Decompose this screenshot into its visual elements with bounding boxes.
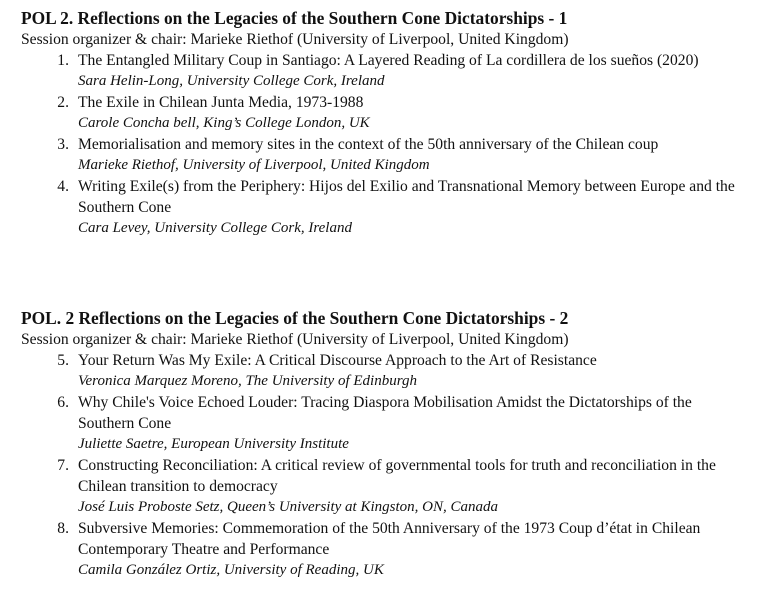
session-organizer: Session organizer & chair: Marieke Riethof (University of Liverpool, United Kingdom) [21,31,569,48]
paper-number: 4. [57,178,69,195]
paper-number: 3. [57,136,69,153]
paper-number: 6. [57,394,69,411]
paper-title: The Exile in Chilean Junta Media, 1973-1988 [78,94,364,111]
session-title: POL 2. Reflections on the Legacies of the Southern Cone Dictatorships - 1 [21,8,568,28]
paper-title: Why Chile's Voice Echoed Louder: Tracing Diaspora Mobilisation Amidst the Dictatorships of the Southern Cone [78,394,692,432]
paper-item [21,134,748,176]
paper-number: 5. [57,352,69,369]
paper-title: Writing Exile(s) from the Periphery: Hijos del Exilio and Transnational Memory between Europe and the Southern Cone [78,178,735,216]
paper-number: 7. [57,457,69,474]
paper-author: José Luis Proboste Setz, Queen’s University at Kingston, ON, Canada [78,499,498,515]
paper-title: Constructing Reconciliation: A critical review of governmental tools for truth and reconciliation in the Chilean transition to democracy [78,457,716,495]
paper-number: 1. [57,52,69,69]
session-organizer: Session organizer & chair: Marieke Riethof (University of Liverpool, United Kingdom) [21,331,569,348]
paper-item [21,92,748,134]
paper-author: Carole Concha bell, King’s College London, UK [78,115,370,131]
paper-title: Your Return Was My Exile: A Critical Discourse Approach to the Art of Resistance [78,352,597,369]
paper-item [21,518,748,581]
paper-title: Subversive Memories: Commemoration of the 50th Anniversary of the 1973 Coup d’état in Chilean Contemporary Theatre and Performance [78,520,701,558]
paper-author: Veronica Marquez Moreno, The University of Edinburgh [78,373,417,389]
session-2 [21,306,748,581]
paper-title: Memorialisation and memory sites in the context of the 50th anniversary of the Chilean coup [78,136,659,153]
paper-author: Cara Levey, University College Cork, Ireland [78,220,352,236]
paper-author: Juliette Saetre, European University Institute [78,436,349,452]
paper-item [21,455,748,518]
paper-item [21,350,748,392]
paper-author: Sara Helin-Long, University College Cork, Ireland [78,73,385,89]
paper-number: 8. [57,520,69,537]
session-title: POL. 2 Reflections on the Legacies of the Southern Cone Dictatorships - 2 [21,308,569,328]
paper-number: 2. [57,94,69,111]
session-1 [21,6,748,239]
paper-item [21,392,748,455]
paper-author: Camila González Ortiz, University of Reading, UK [78,562,384,578]
paper-item [21,50,748,92]
paper-author: Marieke Riethof, University of Liverpool, United Kingdom [78,157,430,173]
paper-item [21,176,748,239]
paper-title: The Entangled Military Coup in Santiago: A Layered Reading of La cordillera de los sueños (2020) [78,52,699,69]
